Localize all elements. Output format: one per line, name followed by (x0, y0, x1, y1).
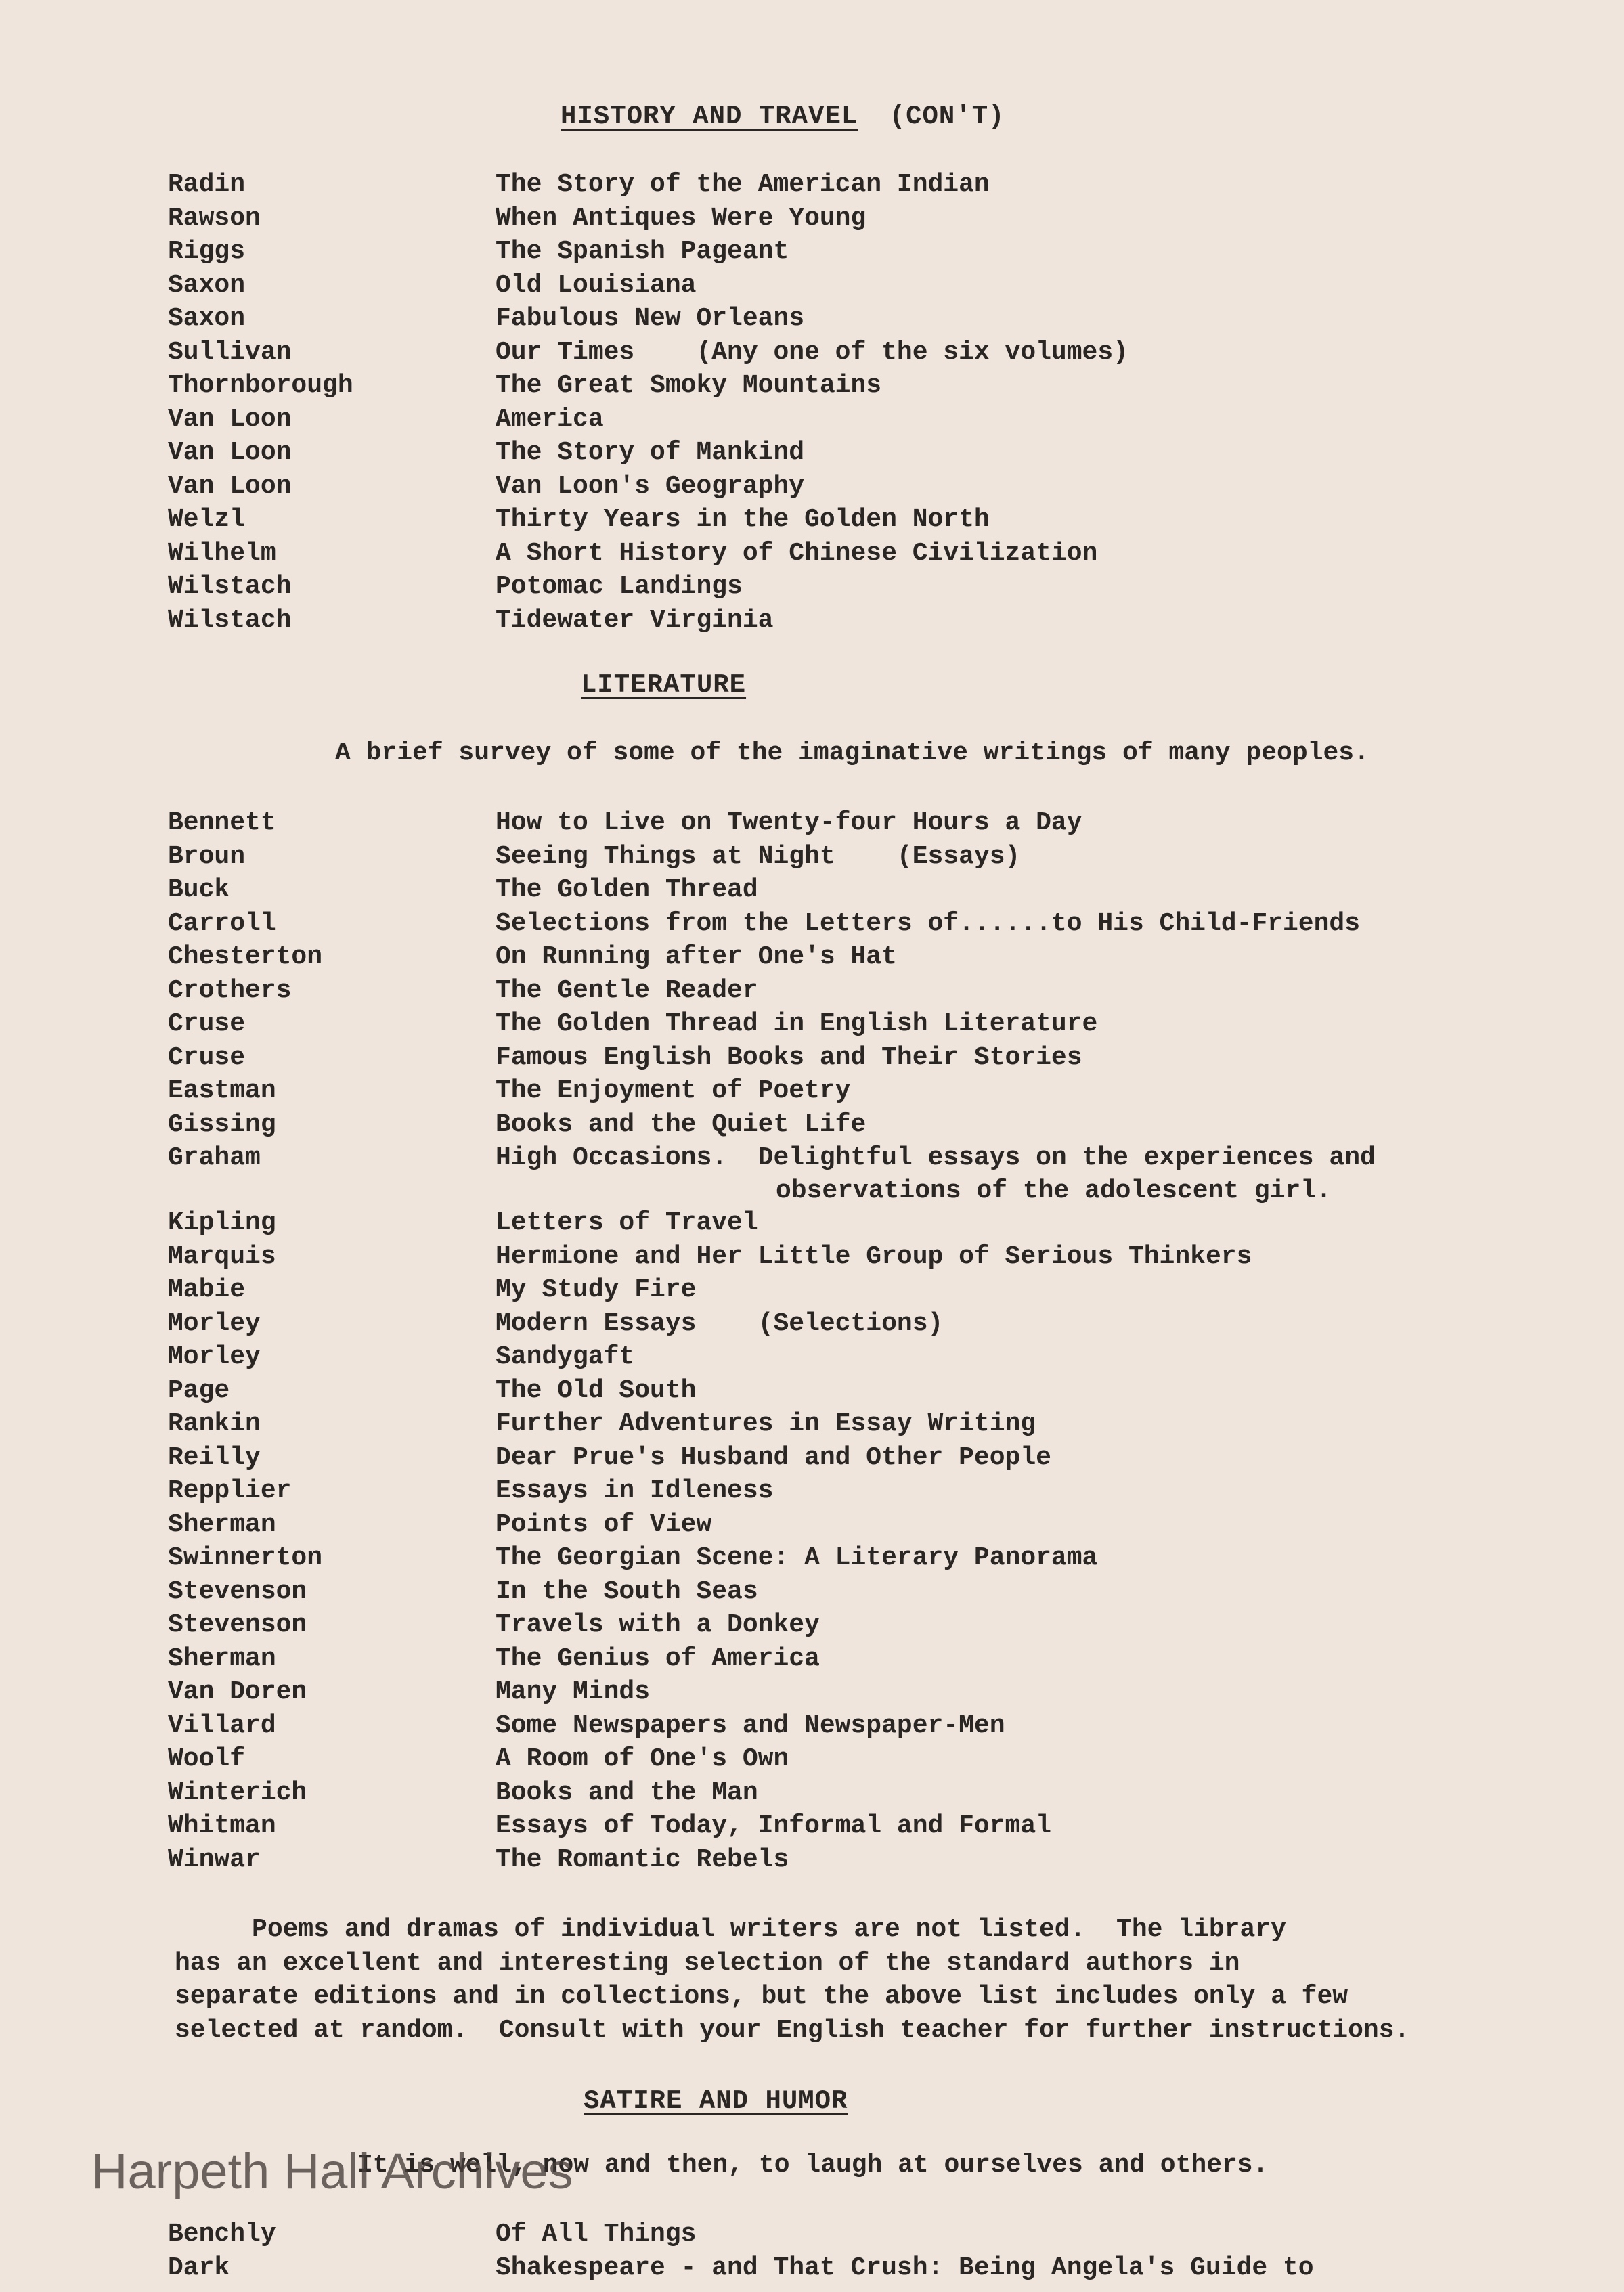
author-name: Stevenson (168, 1610, 307, 1639)
list-item (168, 336, 1128, 370)
book-title: In the South Seas (496, 1577, 758, 1606)
book-title: Old Louisiana (496, 270, 697, 300)
list-item (168, 1240, 1376, 1274)
literature-heading (581, 670, 746, 700)
author-name: Van Loon (168, 438, 292, 467)
list-item (168, 1340, 1376, 1374)
book-title: Some Newspapers and Newspaper-Men (496, 1711, 1005, 1740)
list-item (168, 1608, 1376, 1642)
author-name: Reilly (168, 1442, 261, 1472)
list-item (168, 907, 1376, 941)
satire-heading (584, 2086, 848, 2116)
author-name: Winterich (168, 1778, 307, 1807)
history-heading-suffix: (CON'T) (889, 102, 1005, 131)
author-name: Repplier (168, 1476, 292, 1505)
list-item (168, 1742, 1376, 1776)
book-title: Dear Prue's Husband and Other People (496, 1442, 1051, 1472)
author-name: Van Loon (168, 404, 292, 434)
book-title: My Study Fire (496, 1275, 697, 1304)
book-title-continuation: observations of the adolescent girl. (776, 1176, 1332, 1206)
author-name: Stevenson (168, 1577, 307, 1606)
author-name: Benchly (168, 2220, 276, 2249)
book-title: The Great Smoky Mountains (496, 371, 882, 400)
author-name: Kipling (168, 1208, 276, 1237)
list-item (168, 302, 1128, 336)
book-title (496, 1141, 1376, 1208)
list-item (168, 806, 1376, 840)
list-item (168, 436, 1128, 470)
list-item (168, 403, 1128, 437)
history-list (168, 168, 1128, 637)
author-name: Villard (168, 1711, 276, 1740)
book-title: Sandygaft (496, 1342, 635, 1371)
list-item (168, 369, 1128, 403)
book-title: Shakespeare - and That Crush: Being Angela's Guide to (496, 2253, 1314, 2283)
satire-heading-title: SATIRE AND HUMOR (584, 2086, 848, 2116)
list-item (168, 1809, 1376, 1843)
book-title: A Short History of Chinese Civilization (496, 538, 1098, 568)
book-title: Books and the Man (496, 1778, 758, 1807)
list-item (168, 1041, 1376, 1075)
poems-note-paragraph: Poems and dramas of individual writers are not listed. The library has an excellent and interesting selection of the standard authors in separate editions and in collections, but the above list includes only a few selected at random. Consult with your English teacher for further instructions. (175, 1915, 1410, 2045)
book-title: The Old South (496, 1375, 697, 1405)
author-name: Eastman (168, 1076, 276, 1105)
author-name: Wilhelm (168, 538, 276, 568)
author-name: Van Loon (168, 471, 292, 501)
author-name: Cruse (168, 1009, 246, 1038)
list-item (168, 1108, 1376, 1142)
satire-intro: It is well, now and then, to laugh at ourselves and others. (357, 2151, 1269, 2180)
list-item (168, 1474, 1376, 1508)
watermark: Harpeth Hall Archives (91, 2143, 573, 2199)
book-title: Seeing Things at Night (Essays) (496, 841, 1021, 871)
author-name: Swinnerton (168, 1543, 323, 1572)
list-item (168, 1141, 1376, 1206)
list-item (168, 570, 1128, 604)
list-item (168, 1843, 1376, 1877)
list-item (168, 235, 1128, 269)
book-title: Of All Things (496, 2220, 697, 2249)
author-name: Carroll (168, 908, 276, 938)
literature-list (168, 806, 1376, 1876)
author-name: Gissing (168, 1109, 276, 1139)
author-name: Van Doren (168, 1677, 307, 1706)
list-item (168, 604, 1128, 638)
list-item (168, 2251, 1314, 2285)
author-name: Sullivan (168, 337, 292, 367)
author-name: Morley (168, 1342, 261, 1371)
author-name: Riggs (168, 237, 246, 266)
satire-list (168, 2218, 1314, 2285)
book-title: The Story of the American Indian (496, 170, 990, 199)
list-item (168, 1709, 1376, 1743)
list-item (168, 1307, 1376, 1341)
book-title: Letters of Travel (496, 1208, 758, 1237)
list-item (168, 1675, 1376, 1709)
author-name: Chesterton (168, 942, 323, 971)
author-name: Whitman (168, 1811, 276, 1841)
list-item (168, 1273, 1376, 1307)
book-title: The Genius of America (496, 1644, 820, 1673)
author-name: Saxon (168, 304, 246, 333)
list-item (168, 168, 1128, 202)
book-title: The Golden Thread (496, 875, 758, 904)
author-name: Radin (168, 170, 246, 199)
author-name: Cruse (168, 1042, 246, 1072)
book-title: When Antiques Were Young (496, 203, 866, 233)
book-title: Modern Essays (Selections) (496, 1308, 944, 1338)
list-item (168, 1776, 1376, 1810)
book-title: Books and the Quiet Life (496, 1109, 866, 1139)
author-name: Rankin (168, 1409, 261, 1438)
list-item (168, 1541, 1376, 1575)
author-name: Crothers (168, 975, 292, 1005)
list-item (168, 1642, 1376, 1676)
list-item (168, 537, 1128, 571)
author-name: Winwar (168, 1845, 261, 1874)
author-name: Page (168, 1375, 230, 1405)
book-title: Points of View (496, 1509, 712, 1539)
list-item (168, 974, 1376, 1008)
author-name: Dark (168, 2253, 230, 2283)
author-name: Broun (168, 841, 246, 871)
author-name: Graham (168, 1143, 261, 1172)
history-heading (561, 102, 1005, 131)
author-name: Buck (168, 875, 230, 904)
book-title: America (496, 404, 604, 434)
list-item (168, 1007, 1376, 1041)
list-item (168, 1374, 1376, 1408)
book-title: Essays of Today, Informal and Formal (496, 1811, 1051, 1841)
list-item (168, 840, 1376, 874)
book-title: Hermione and Her Little Group of Serious Thinkers (496, 1241, 1252, 1271)
list-item (168, 940, 1376, 974)
author-name: Bennett (168, 808, 276, 837)
history-heading-title: HISTORY AND TRAVEL (561, 102, 858, 131)
author-name: Wilstach (168, 605, 292, 635)
book-title: On Running after One's Hat (496, 942, 897, 971)
literature-intro: A brief survey of some of the imaginative writings of many peoples. (335, 739, 1369, 768)
book-title: The Spanish Pageant (496, 237, 789, 266)
book-title: Essays in Idleness (496, 1476, 774, 1505)
list-item (168, 470, 1128, 504)
book-title: Many Minds (496, 1677, 651, 1706)
author-name: Saxon (168, 270, 246, 300)
book-title: Famous English Books and Their Stories (496, 1042, 1082, 1072)
list-item (168, 1407, 1376, 1441)
book-title: The Romantic Rebels (496, 1845, 789, 1874)
author-name: Thornborough (168, 371, 353, 400)
author-name: Mabie (168, 1275, 246, 1304)
author-name: Rawson (168, 203, 261, 233)
book-title: Further Adventures in Essay Writing (496, 1409, 1036, 1438)
list-item (168, 873, 1376, 907)
list-item (168, 1441, 1376, 1475)
author-name: Welzl (168, 505, 246, 534)
author-name: Morley (168, 1308, 261, 1338)
book-title: Potomac Landings (496, 572, 743, 601)
book-title: The Golden Thread in English Literature (496, 1009, 1098, 1038)
book-title: The Story of Mankind (496, 438, 805, 467)
book-title: Van Loon's Geography (496, 471, 805, 501)
list-item (168, 2218, 1314, 2251)
author-name: Wilstach (168, 572, 292, 601)
book-title: Fabulous New Orleans (496, 304, 805, 333)
book-title: The Georgian Scene: A Literary Panorama (496, 1543, 1098, 1572)
literature-heading-title: LITERATURE (581, 670, 747, 700)
list-item (168, 503, 1128, 537)
list-item (168, 1575, 1376, 1609)
book-title: The Enjoyment of Poetry (496, 1076, 851, 1105)
book-title: Thirty Years in the Golden North (496, 505, 990, 534)
book-title: A Room of One's Own (496, 1744, 789, 1773)
author-name: Sherman (168, 1509, 276, 1539)
author-name: Sherman (168, 1644, 276, 1673)
book-title: Selections from the Letters of......to His Child-Friends (496, 908, 1361, 938)
book-title: The Gentle Reader (496, 975, 758, 1005)
author-name: Marquis (168, 1241, 276, 1271)
list-item (168, 1074, 1376, 1108)
list-item (168, 202, 1128, 236)
book-title: Travels with a Donkey (496, 1610, 820, 1639)
author-name: Woolf (168, 1744, 246, 1773)
book-title-line: High Occasions. Delightful essays on the experiences and (496, 1143, 1376, 1172)
book-title: Tidewater Virginia (496, 605, 774, 635)
list-item (168, 1206, 1376, 1240)
book-title: How to Live on Twenty-four Hours a Day (496, 808, 1082, 837)
list-item (168, 1508, 1376, 1542)
list-item (168, 269, 1128, 303)
book-title: Our Times (Any one of the six volumes) (496, 337, 1128, 367)
